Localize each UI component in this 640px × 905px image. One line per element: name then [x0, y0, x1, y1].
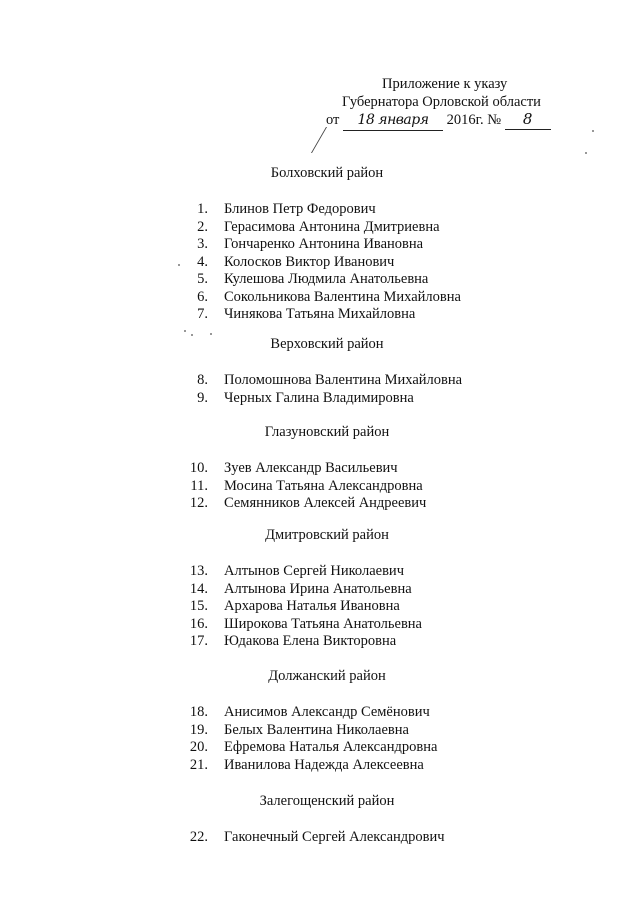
scan-speck: [178, 264, 180, 266]
person-name: Широкова Татьяна Анатольевна: [224, 615, 422, 632]
appendix-title: Приложение к указу: [382, 76, 508, 92]
item-number: 18.: [189, 704, 208, 720]
person-name: Юдакова Елена Викторовна: [224, 633, 397, 649]
item-number: 1.: [197, 201, 208, 217]
handwritten-date: 18 января: [343, 112, 443, 131]
item-number: 9.: [197, 389, 208, 406]
item-number: 15.: [189, 598, 208, 614]
person-name: Мосина Татьяна Александровна: [224, 477, 423, 494]
person-name: Чинякова Татьяна Михайловна: [224, 306, 416, 322]
item-number: 3.: [197, 236, 208, 252]
handwritten-number: 8: [505, 111, 551, 130]
scan-speck: [184, 330, 186, 332]
item-number: 12.: [189, 495, 208, 511]
item-number: 21.: [189, 756, 208, 773]
item-number: 5.: [197, 271, 208, 287]
year-printed: 2016: [446, 112, 476, 128]
person-name: Колосков Виктор Иванович: [224, 253, 395, 270]
item-number: 8.: [197, 372, 208, 388]
appendix-issuer: Губернатора Орловской области: [342, 93, 541, 110]
item-number: 4.: [197, 253, 208, 270]
pen-stroke: [311, 127, 349, 153]
person-name: Алтынова Ирина Анатольевна: [224, 580, 412, 597]
item-number: 14.: [189, 580, 208, 597]
person-name: Белых Валентина Николаевна: [224, 721, 409, 738]
year-suffix: г. №: [475, 112, 502, 128]
scan-speck: [191, 334, 193, 336]
person-name: Иванилова Надежда Алексеевна: [224, 756, 424, 773]
person-name: Блинов Петр Федорович: [224, 201, 376, 217]
district-heading: Залегощенский район: [259, 793, 395, 809]
scan-speck: [210, 333, 212, 335]
person-name: Зуев Александр Васильевич: [224, 460, 398, 476]
person-name: Гаконечный Сергей Александрович: [224, 829, 445, 845]
person-name: Поломошнова Валентина Михайловна: [224, 372, 463, 388]
person-name: Герасимова Антонина Дмитриевна: [224, 218, 440, 235]
person-name: Гончаренко Антонина Ивановна: [224, 236, 424, 252]
item-number: 17.: [189, 633, 208, 649]
item-number: 2.: [197, 218, 208, 235]
person-name: Сокольникова Валентина Михайловна: [224, 288, 461, 305]
appendix-header: [300, 76, 590, 131]
item-number: 10.: [189, 460, 208, 476]
district-heading: Верховский район: [270, 336, 384, 352]
item-number: 22.: [189, 829, 208, 845]
item-number: 11.: [190, 477, 208, 494]
district-heading: Болховский район: [270, 165, 384, 181]
person-name: Черных Галина Владимировна: [224, 389, 414, 406]
item-number: 7.: [197, 306, 208, 322]
scan-speck: [592, 130, 594, 132]
scan-speck: [585, 152, 587, 154]
district-heading: Дмитровский район: [265, 527, 389, 543]
district-heading: Глазуновский район: [264, 424, 390, 440]
person-name: Анисимов Александр Семёнович: [224, 704, 430, 720]
person-name: Ефремова Наталья Александровна: [224, 739, 438, 755]
from-prefix: от: [326, 112, 340, 128]
person-name: Семянников Алексей Андреевич: [224, 495, 427, 511]
person-name: Кулешова Людмила Анатольевна: [224, 271, 429, 287]
appendix-date-line: [300, 111, 590, 131]
person-name: Алтынов Сергей Николаевич: [224, 563, 404, 579]
district-heading: Должанский район: [268, 668, 386, 684]
item-number: 19.: [189, 721, 208, 738]
item-number: 20.: [189, 739, 208, 755]
person-name: Архарова Наталья Ивановна: [224, 598, 400, 614]
item-number: 13.: [189, 563, 208, 579]
item-number: 6.: [197, 288, 208, 305]
item-number: 16.: [189, 615, 208, 632]
